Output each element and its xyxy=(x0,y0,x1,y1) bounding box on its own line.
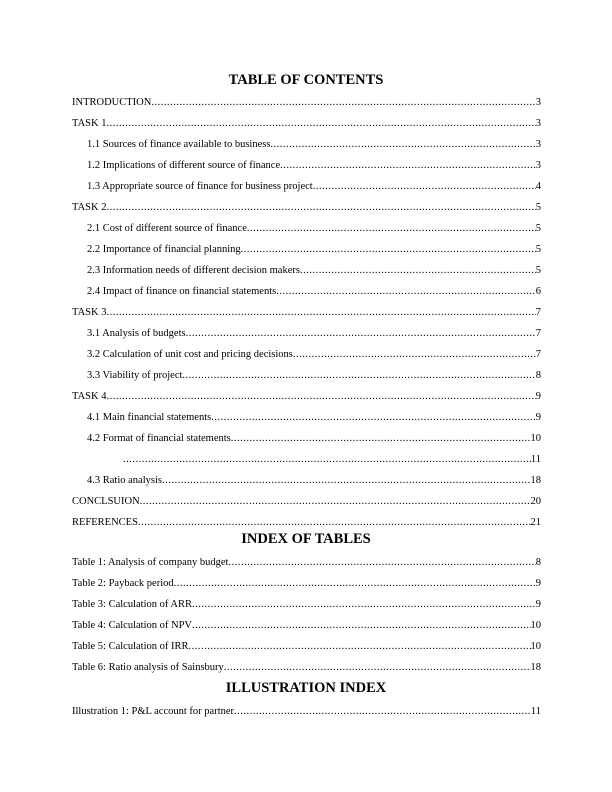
illustration-index-label: Illustration 1: P&L account for partner xyxy=(72,706,235,717)
toc-entry-label: TASK 1 xyxy=(72,118,107,129)
toc-entry-conclusion[interactable] xyxy=(72,495,541,509)
toc-entry-label: 1.1 Sources of finance available to business xyxy=(87,139,271,150)
leader-dots xyxy=(138,516,531,530)
leader-dots xyxy=(211,411,536,425)
leader-dots xyxy=(106,117,535,131)
table-index-label: Table 5: Calculation of IRR xyxy=(72,641,189,652)
toc-entry-unlabeled[interactable] xyxy=(72,453,541,467)
leader-dots xyxy=(192,598,536,612)
toc-entry-2-2[interactable] xyxy=(72,243,541,257)
toc-entry-label: 3.1 Analysis of budgets xyxy=(87,328,186,339)
table-index-entry-2[interactable] xyxy=(72,577,541,591)
toc-entry-introduction[interactable] xyxy=(72,96,541,110)
toc-entry-label: 2.3 Information needs of different decision makers xyxy=(87,265,300,276)
toc-entry-2-4[interactable] xyxy=(72,285,541,299)
toc-entry-3-2[interactable] xyxy=(72,348,541,362)
leader-dots xyxy=(270,138,535,152)
table-index-entry-4[interactable] xyxy=(72,619,541,633)
leader-dots xyxy=(151,96,535,110)
table-index-page: 8 xyxy=(535,557,541,568)
toc-title: TABLE OF CONTENTS xyxy=(228,72,384,88)
leader-dots xyxy=(174,577,536,591)
toc-entry-page: 5 xyxy=(535,223,541,234)
toc-entry-1-3[interactable] xyxy=(72,180,541,194)
leader-dots xyxy=(241,243,536,257)
toc-entry-page: 9 xyxy=(535,391,541,402)
table-index-page: 10 xyxy=(530,620,541,631)
toc-entry-page: 9 xyxy=(535,412,541,423)
toc-entry-label: INTRODUCTION xyxy=(72,97,152,108)
toc-entry-page: 18 xyxy=(530,475,541,486)
toc-entry-task-1[interactable] xyxy=(72,117,541,131)
leader-dots xyxy=(192,619,531,633)
toc-entry-page: 5 xyxy=(535,265,541,276)
leader-dots xyxy=(247,222,536,236)
toc-entry-page: 10 xyxy=(530,433,541,444)
toc-entry-page: 7 xyxy=(535,349,541,360)
toc-entry-label: 4.3 Ratio analysis xyxy=(87,475,162,486)
toc-entry-page: 3 xyxy=(535,97,541,108)
table-index-label: Table 1: Analysis of company budget xyxy=(72,557,229,568)
toc-entry-4-2[interactable] xyxy=(72,432,541,446)
toc-entry-page: 7 xyxy=(535,307,541,318)
toc-entry-label: 2.1 Cost of different source of finance xyxy=(87,223,247,234)
leader-dots xyxy=(162,474,531,488)
leader-dots xyxy=(189,640,531,654)
illustration-index-page: 11 xyxy=(530,706,541,717)
leader-dots xyxy=(300,264,536,278)
toc-entry-label: REFERENCES xyxy=(72,517,138,528)
table-index-entry-1[interactable] xyxy=(72,556,541,570)
table-index-label: Table 6: Ratio analysis of Sainsbury xyxy=(72,662,224,673)
leader-dots xyxy=(293,348,536,362)
toc-entry-label: 1.2 Implications of different source of finance xyxy=(87,160,281,171)
toc-entry-label: 4.1 Main financial statements xyxy=(87,412,212,423)
table-index-page: 9 xyxy=(535,578,541,589)
leader-dots xyxy=(234,705,531,719)
leader-dots xyxy=(280,159,536,173)
toc-entry-1-2[interactable] xyxy=(72,159,541,173)
leader-dots xyxy=(228,556,535,570)
toc-entry-label: 1.3 Appropriate source of finance for business project xyxy=(87,181,313,192)
toc-entry-page: 3 xyxy=(535,160,541,171)
toc-entry-page: 3 xyxy=(535,118,541,129)
leader-dots xyxy=(231,432,531,446)
leader-dots xyxy=(276,285,536,299)
toc-entry-label: 3.2 Calculation of unit cost and pricing decisions xyxy=(87,349,293,360)
table-index-label: Table 2: Payback period xyxy=(72,578,174,589)
table-index-entry-6[interactable] xyxy=(72,661,541,675)
toc-entry-2-1[interactable] xyxy=(72,222,541,236)
table-index-label: Table 4: Calculation of NPV xyxy=(72,620,192,631)
leader-dots xyxy=(182,369,535,383)
toc-entry-label: 2.2 Importance of financial planning xyxy=(87,244,241,255)
toc-entry-label: 3.3 Viability of project xyxy=(87,370,183,381)
toc-entry-3-3[interactable] xyxy=(72,369,541,383)
table-index-page: 18 xyxy=(530,662,541,673)
toc-entry-task-3[interactable] xyxy=(72,306,541,320)
leader-dots xyxy=(224,661,531,675)
toc-entry-references[interactable] xyxy=(72,516,541,530)
toc-entry-page: 20 xyxy=(530,496,541,507)
toc-entry-label: TASK 3 xyxy=(72,307,107,318)
table-index-entry-5[interactable] xyxy=(72,640,541,654)
toc-entry-1-1[interactable] xyxy=(72,138,541,152)
toc-entry-page: 8 xyxy=(535,370,541,381)
illustration-index-entry-1[interactable] xyxy=(72,705,541,719)
toc-entry-label: TASK 2 xyxy=(72,202,107,213)
table-index-page: 10 xyxy=(530,641,541,652)
leader-dots xyxy=(140,495,531,509)
toc-entry-page: 21 xyxy=(530,517,541,528)
leader-dots xyxy=(106,390,535,404)
illustration-index-title: ILLUSTRATION INDEX xyxy=(225,680,387,696)
toc-entry-label: 4.2 Format of financial statements xyxy=(87,433,231,444)
toc-entry-label: 2.4 Impact of finance on financial statements xyxy=(87,286,277,297)
leader-dots xyxy=(186,327,536,341)
leader-dots xyxy=(123,453,531,467)
toc-entry-task-2[interactable] xyxy=(72,201,541,215)
table-index-page: 9 xyxy=(535,599,541,610)
table-index-entry-3[interactable] xyxy=(72,598,541,612)
toc-entry-page: 3 xyxy=(535,139,541,150)
toc-entry-page: 5 xyxy=(535,202,541,213)
table-index-label: Table 3: Calculation of ARR xyxy=(72,599,192,610)
toc-entry-page: 6 xyxy=(535,286,541,297)
toc-entry-4-3[interactable] xyxy=(72,474,541,488)
leader-dots xyxy=(106,201,535,215)
tables-index-title: INDEX OF TABLES xyxy=(241,531,371,547)
toc-entry-page: 7 xyxy=(535,328,541,339)
toc-entry-3-1[interactable] xyxy=(72,327,541,341)
toc-entry-2-3[interactable] xyxy=(72,264,541,278)
toc-entry-task-4[interactable] xyxy=(72,390,541,404)
toc-entry-page: 11 xyxy=(530,454,541,465)
toc-entry-4-1[interactable] xyxy=(72,411,541,425)
toc-entry-label: CONCLSUION xyxy=(72,496,140,507)
toc-entry-page: 4 xyxy=(535,181,541,192)
leader-dots xyxy=(106,306,535,320)
leader-dots xyxy=(313,180,536,194)
toc-entry-page: 5 xyxy=(535,244,541,255)
toc-entry-label: TASK 4 xyxy=(72,391,107,402)
